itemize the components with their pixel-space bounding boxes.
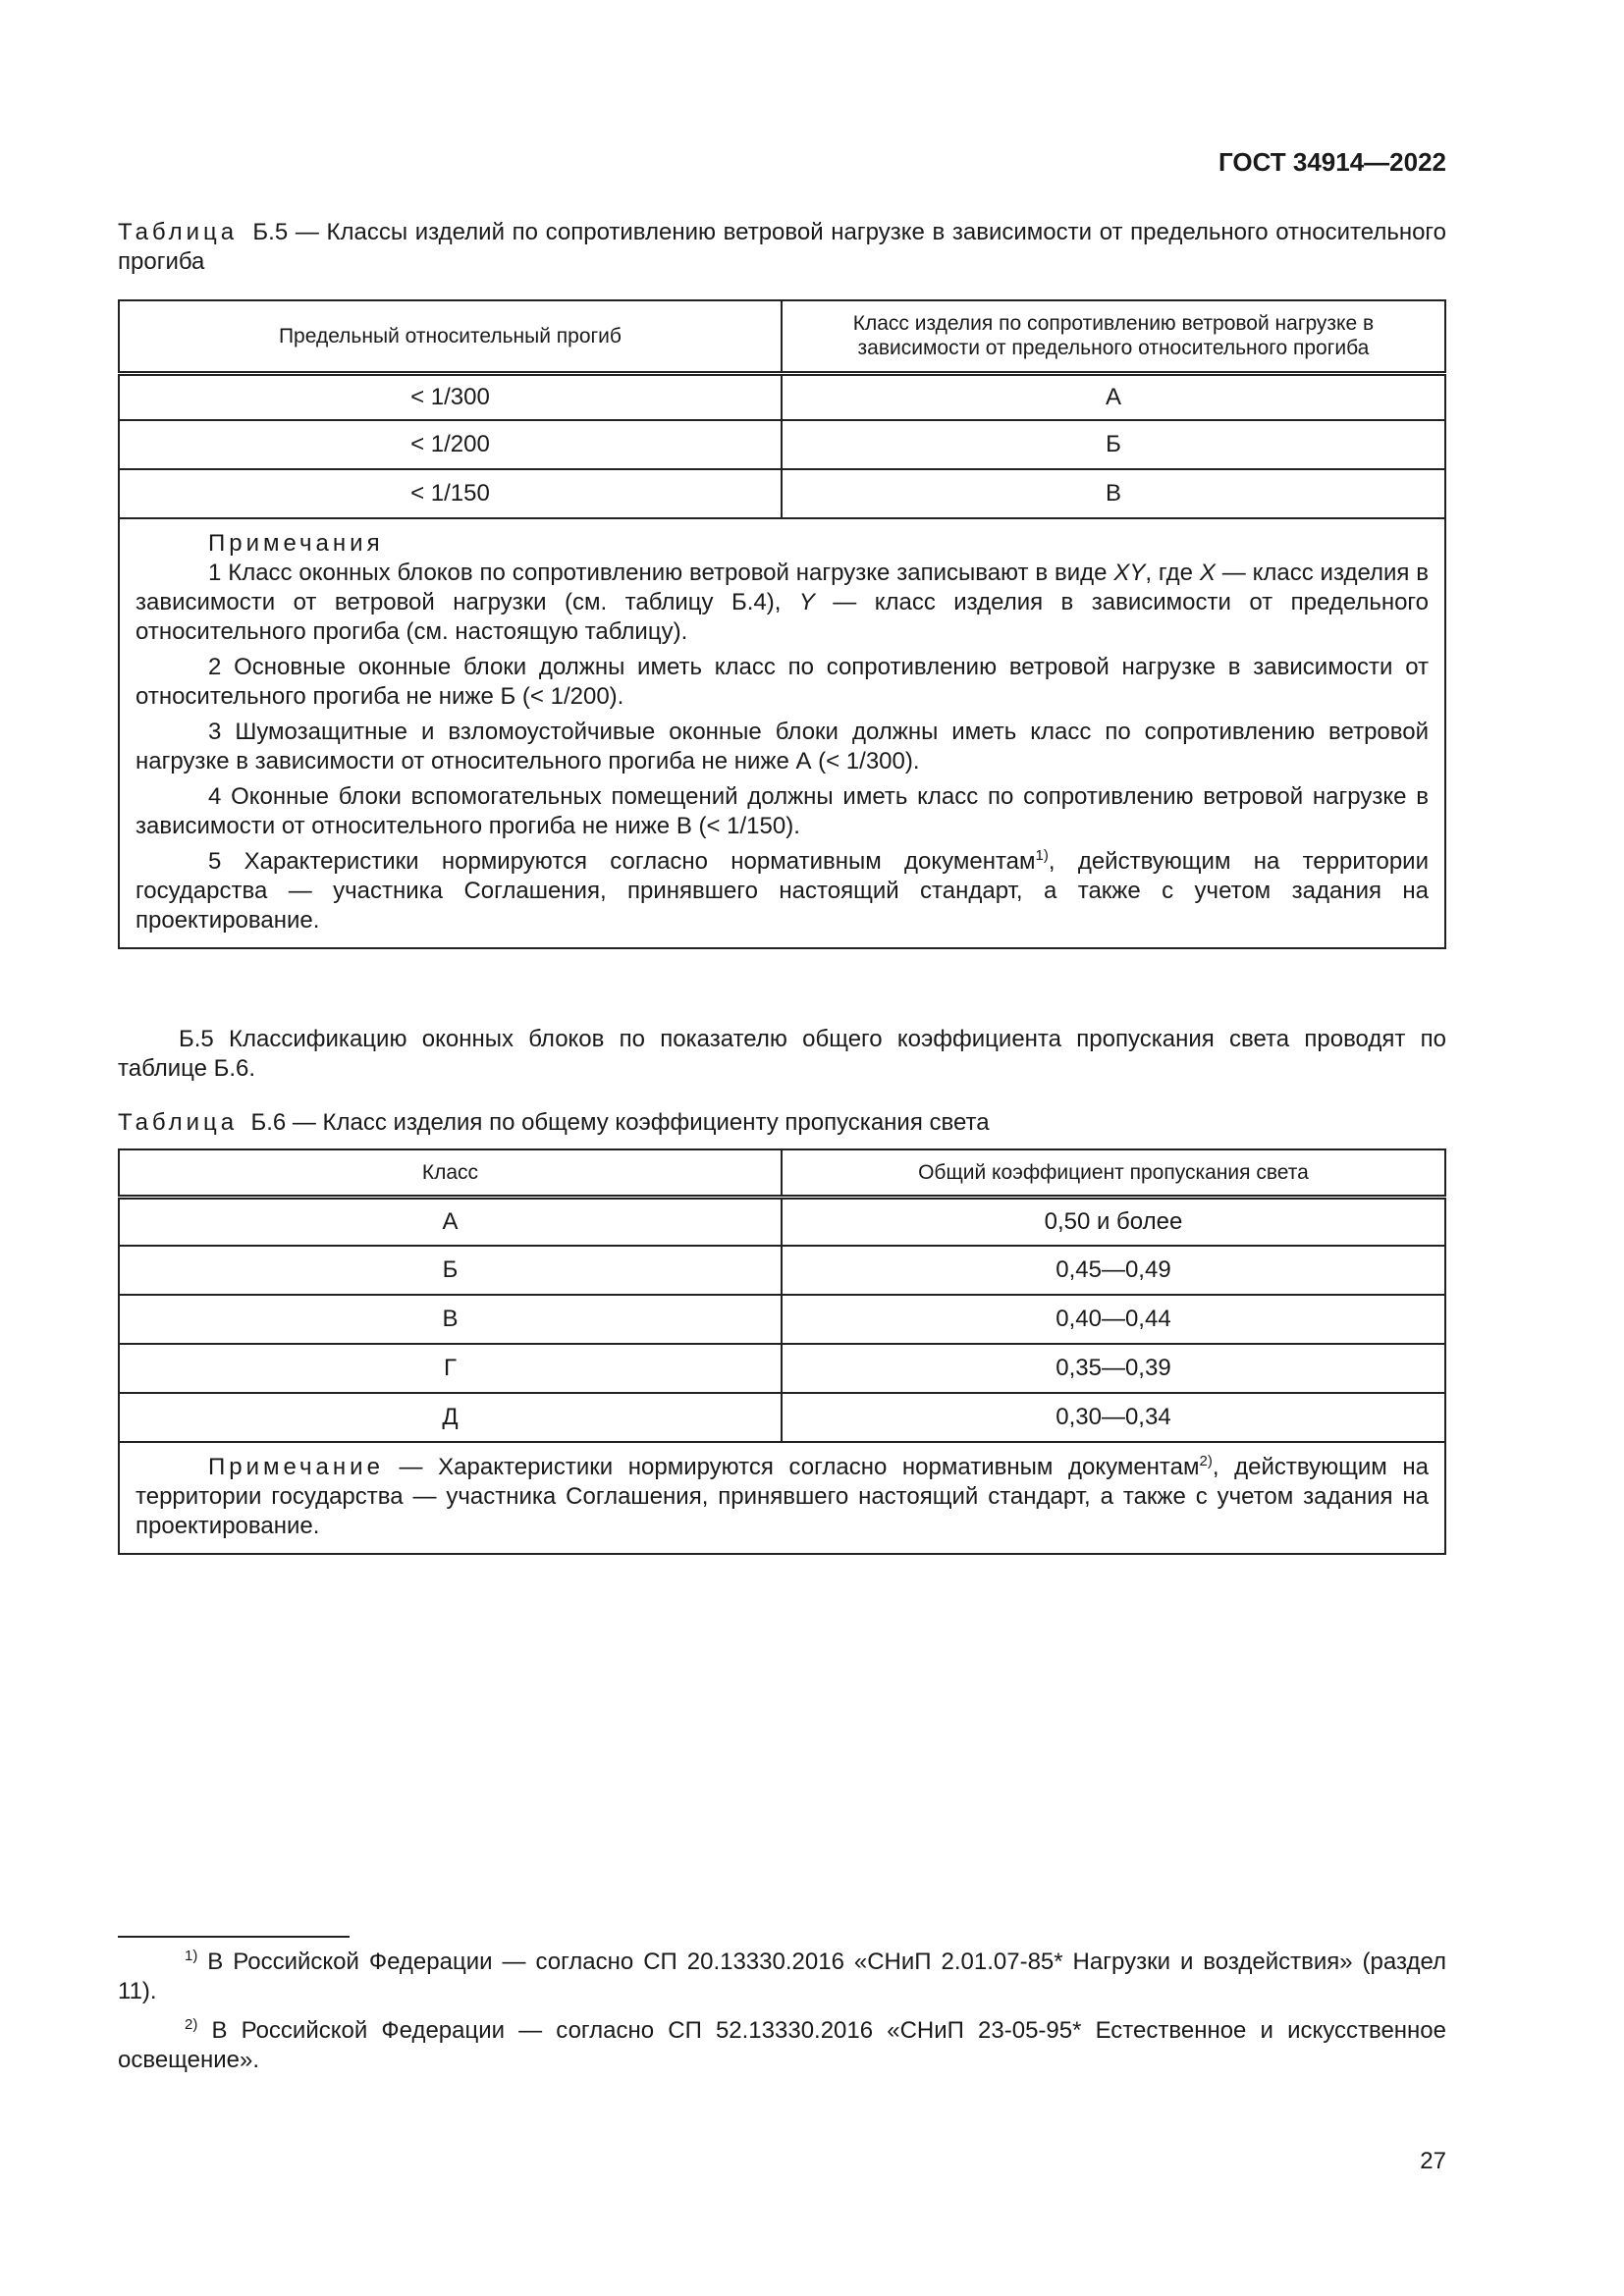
- table-b5: [118, 299, 1446, 949]
- cell-class: А: [119, 1197, 782, 1246]
- table-b6: [118, 1148, 1446, 1555]
- table-row: [119, 373, 1445, 420]
- cell-deflection: < 1/150: [119, 469, 782, 518]
- note-1-text-d: — класс изделия в зависимости от предельного относительного прогиба (см. настоящую таблицу).: [135, 589, 1430, 645]
- paragraph-b5: Б.5 Классификацию оконных блоков по показателю общего коэффициента пропускания света проводят по таблице Б.6.: [118, 1026, 1446, 1082]
- caption-text: Б.5 — Классы изделий по сопротивлению ветровой нагрузке в зависимости от предельного относительного прогиба: [118, 219, 1446, 275]
- note-text-b: , действующим на территории государства — участника Соглашения, принявшего настоящий стандарт, а также с учетом задания на проектирование.: [135, 1454, 1429, 1539]
- notes-title: Примечания: [208, 530, 384, 557]
- table-header-row: [119, 1149, 1445, 1197]
- column-header-class: Класс: [119, 1149, 782, 1197]
- note-4: 4 Оконные блоки вспомогательных помещений должны иметь класс по сопротивлению ветровой нагрузке в зависимости от относительного прогиба не ниже В (< 1/150).: [135, 783, 1429, 839]
- footnote-ref-2: 2): [1199, 1453, 1213, 1469]
- note-3: 3 Шумозащитные и взломоустойчивые оконные блоки должны иметь класс по сопротивлению ветровой нагрузке в зависимости от относительного прогиба не ниже А (< 1/300).: [135, 719, 1429, 774]
- note-5-text-a: 5 Характеристики нормируются согласно нормативным документам: [208, 848, 1036, 875]
- table-b5-caption: [118, 218, 1446, 277]
- document-code: ГОСТ 34914—2022: [1218, 147, 1446, 177]
- cell-class: В: [119, 1295, 782, 1344]
- table-row: [119, 1295, 1445, 1344]
- caption-word: Таблица: [118, 219, 239, 245]
- note-5-text-b: , действующим на территории государства — участника Соглашения, принявшего настоящий стандарт, а также с учетом задания на проектирование.: [135, 848, 1429, 934]
- note-1-text-c: — класс изделия в зависимости от ветровой нагрузки (см. таблицу Б.4),: [135, 560, 1430, 615]
- note-1-x: X: [1199, 560, 1216, 586]
- table-row: [119, 1344, 1445, 1393]
- column-header-class: Класс изделия по сопротивлению ветровой нагрузке в зависимости от предельного относительного прогиба: [782, 300, 1445, 373]
- cell-coefficient: 0,30—0,34: [782, 1393, 1445, 1442]
- notes-row: [119, 1442, 1445, 1554]
- note-2: 2 Основные оконные блоки должны иметь класс по сопротивлению ветровой нагрузке в зависимости от относительного прогиба не ниже Б (< 1/200).: [135, 654, 1429, 710]
- table-row: [119, 1246, 1445, 1295]
- note-1-text-a: 1 Класс оконных блоков по сопротивлению ветровой нагрузке записывают в виде: [208, 560, 1114, 586]
- footnote-text: В Российской Федерации — согласно СП 52.13330.2016 «СНиП 23-05-95* Естественное и искусственное освещение».: [118, 2017, 1446, 2073]
- table-b6-note: [135, 1453, 1429, 1541]
- table-header-row: [119, 300, 1445, 373]
- cell-coefficient: 0,45—0,49: [782, 1246, 1445, 1295]
- cell-deflection: < 1/200: [119, 420, 782, 469]
- footnote-text: В Российской Федерации — согласно СП 20.13330.2016 «СНиП 2.01.07-85* Нагрузки и воздействия» (раздел 11).: [118, 1949, 1446, 2004]
- footnote-mark: 2): [185, 2016, 198, 2033]
- footnote-1: [118, 1948, 1446, 2006]
- column-header-deflection: Предельный относительный прогиб: [119, 300, 782, 373]
- cell-class: В: [782, 469, 1445, 518]
- note-1-text-b: , где: [1145, 560, 1200, 586]
- notes-cell: [119, 1442, 1445, 1554]
- footnote-ref-1: 1): [1035, 847, 1049, 864]
- table-row: [119, 1197, 1445, 1246]
- cell-class: Д: [119, 1393, 782, 1442]
- footnote-2: [118, 2016, 1446, 2075]
- cell-class: А: [782, 373, 1445, 420]
- notes-row: [119, 518, 1445, 948]
- cell-class: Б: [782, 420, 1445, 469]
- caption-word: Таблица: [118, 1109, 239, 1136]
- page-number: 27: [1420, 2148, 1446, 2174]
- column-header-coefficient: Общий коэффициент пропускания света: [782, 1149, 1445, 1197]
- note-1-y: Y: [798, 589, 815, 615]
- note-text-a: — Характеристики нормируются согласно нормативным документам: [383, 1454, 1200, 1480]
- footnote-mark: 1): [185, 1948, 198, 1964]
- table-b6-caption: [118, 1108, 1446, 1138]
- caption-text: Б.6 — Класс изделия по общему коэффициенту пропускания света: [250, 1109, 990, 1136]
- cell-coefficient: 0,40—0,44: [782, 1295, 1445, 1344]
- table-row: [119, 420, 1445, 469]
- table-row: [119, 469, 1445, 518]
- cell-class: Б: [119, 1246, 782, 1295]
- cell-class: Г: [119, 1344, 782, 1393]
- note-5: [135, 847, 1429, 935]
- cell-coefficient: 0,50 и более: [782, 1197, 1445, 1246]
- footnote-separator: [118, 1936, 350, 1938]
- cell-deflection: < 1/300: [119, 373, 782, 420]
- note-title: Примечание: [208, 1454, 384, 1480]
- note-1-xy: XY: [1113, 560, 1146, 586]
- table-row: [119, 1393, 1445, 1442]
- note-1: [135, 559, 1429, 647]
- notes-cell: [119, 518, 1445, 948]
- cell-coefficient: 0,35—0,39: [782, 1344, 1445, 1393]
